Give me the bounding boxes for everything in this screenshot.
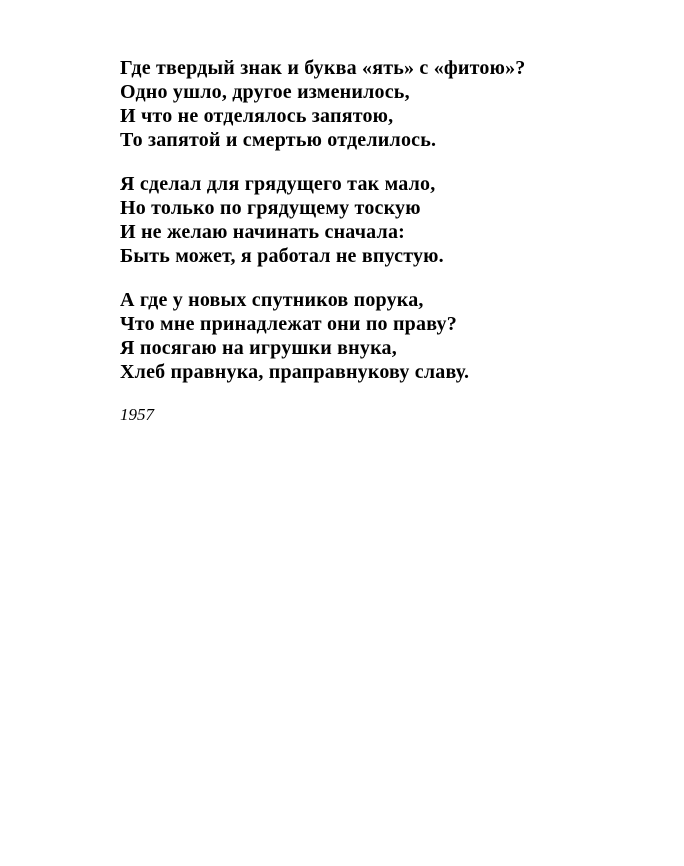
poem-line: Хлеб правнука, праправнукову славу. <box>120 361 470 383</box>
poem-line: А где у новых спутников порука, <box>120 289 424 311</box>
poem-line: Я сделал для грядущего так мало, <box>120 173 436 195</box>
poem-line: Одно ушло, другое изменилось, <box>120 81 410 103</box>
poem-date: 1957 <box>120 405 154 424</box>
poem-line: То запятой и смертью отделилось. <box>120 129 437 151</box>
stanza-1 <box>120 56 640 152</box>
poem-line: И не желаю начинать сначала: <box>120 221 406 243</box>
poem-line: Что мне принадлежат они по праву? <box>120 313 457 335</box>
poem-line: Я посягаю на игрушки внука, <box>120 337 397 359</box>
poem-line: И что не отделялось запятою, <box>120 105 394 127</box>
poem-line: Где твердый знак и буква «ять» с «фитою»? <box>120 57 526 79</box>
poem-line: Но только по грядущему тоскую <box>120 197 421 219</box>
poem <box>120 56 640 426</box>
stanza-2 <box>120 172 640 268</box>
stanza-3 <box>120 288 640 384</box>
poem-line: Быть может, я работал не впустую. <box>120 245 444 267</box>
